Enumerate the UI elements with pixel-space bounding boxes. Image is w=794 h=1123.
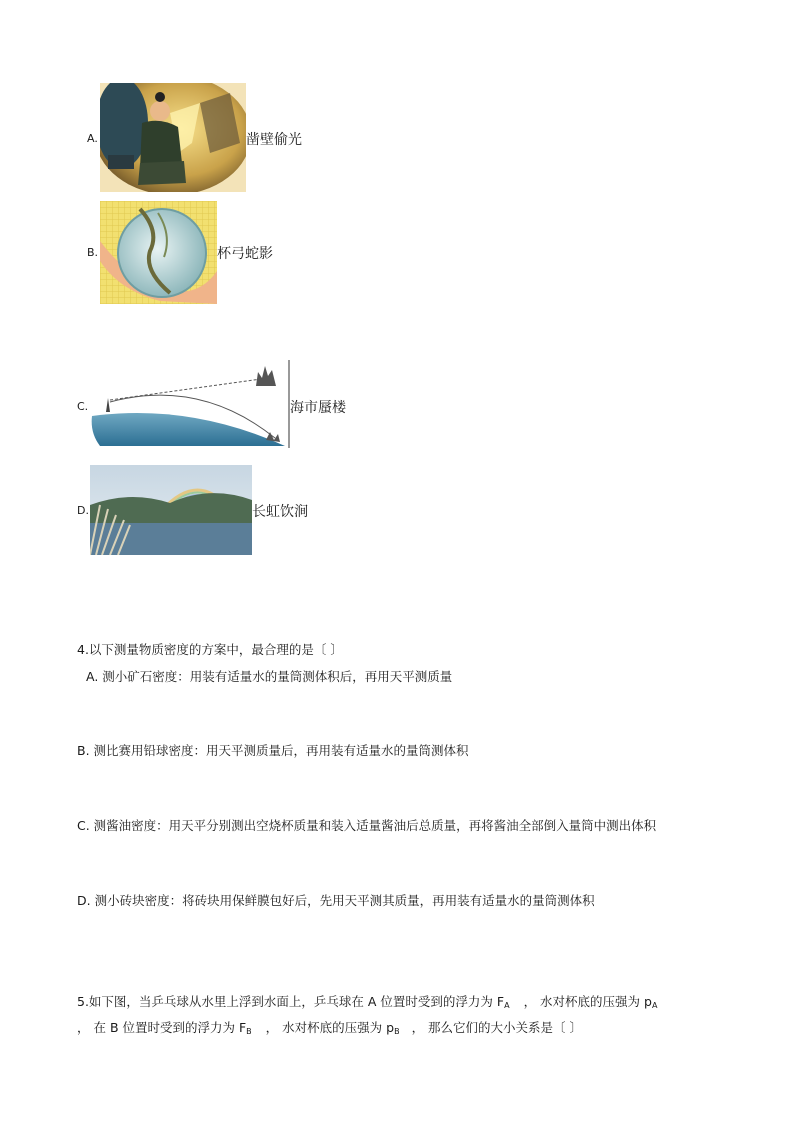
q5-text-2: ， 水对杯底的压强为 p — [523, 994, 652, 1009]
q5-sub-pb: B — [394, 1027, 400, 1036]
q5-sub-fb: B — [246, 1027, 252, 1036]
option-letter-a: A. — [87, 132, 98, 145]
option-d-image — [90, 465, 252, 555]
option-letter-d: D. — [77, 504, 89, 517]
q5-sub-pa: A — [651, 1001, 658, 1010]
q5-sub-fa: A — [504, 1001, 510, 1010]
option-letter-b: B. — [87, 246, 99, 259]
option-c-image — [90, 358, 290, 450]
option-b-image — [100, 201, 217, 304]
q5-text-4: ， 水对杯底的压强为 p — [265, 1020, 395, 1035]
option-letter-c: C. — [77, 400, 89, 413]
q5-text-1: 5.如下图，当乒乓球从水里上浮到水面上，乒乓球在 A 位置时受到的浮力为 F — [77, 994, 505, 1009]
q5-line-1 — [77, 992, 657, 1010]
option-b-caption: 杯弓蛇影 — [217, 246, 273, 262]
q5-text-3: ， 在 B 位置时受到的浮力为 F — [77, 1020, 247, 1035]
q4-option-a: A. 测小矿石密度：用装有适量水的量筒测体积后，再用天平测质量 — [86, 669, 453, 684]
q4-option-b: B. 测比赛用铅球密度：用天平测质量后，再用装有适量水的量筒测体积 — [77, 743, 469, 758]
q5-text-5: ， 那么它们的大小关系是〔 〕 — [411, 1020, 583, 1035]
q4-title: 4.以下测量物质密度的方案中，最合理的是〔 〕 — [77, 642, 343, 657]
option-a-caption: 凿壁偷光 — [246, 132, 302, 148]
option-c-caption: 海市蜃楼 — [290, 400, 346, 416]
option-a-image — [100, 83, 246, 192]
q4-option-d: D. 测小砖块密度：将砖块用保鲜膜包好后，先用天平测其质量，再用装有适量水的量筒测体积 — [77, 893, 595, 908]
option-d-caption: 长虹饮涧 — [252, 504, 308, 520]
q5-line-2 — [77, 1018, 582, 1036]
q4-option-c: C. 测酱油密度：用天平分别测出空烧杯质量和装入适量酱油后总质量，再将酱油全部倒入量筒中测出体积 — [77, 818, 657, 833]
